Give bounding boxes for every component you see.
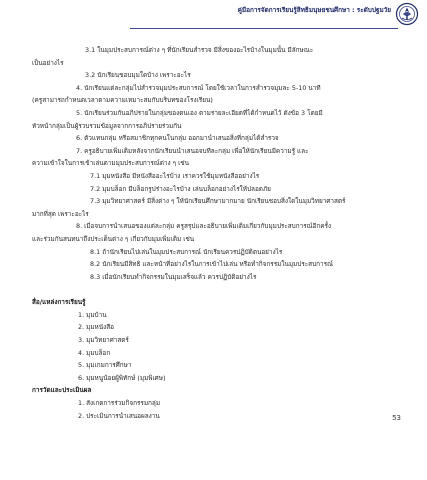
- organization-logo-icon: [395, 2, 419, 26]
- body-line: 7. ครูอธิบายเพิ่มเติมหลังจากนักเรียนนำเสนอจบทีละกลุ่ม เพื่อให้นักเรียนมีความรู้ และ: [76, 146, 309, 155]
- body-line: 7.2 มุมบล็อก มีบล็อกรูปร่างอะไรบ้าง เล่นบล็อกอย่างไรให้ปลอดภัย: [90, 184, 271, 193]
- header-title: คู่มือการจัดการเรียนรู้สิทธิมนุษยชนศึกษา : ระดับปฐมวัย: [237, 6, 391, 14]
- media-section-heading: สื่อ/แหล่งการเรียนรู้: [32, 298, 86, 307]
- body-line: 7.1 มุมหนังสือ มีหนังสืออะไรบ้าง เราควรใช้มุมหนังสืออย่างไร: [90, 171, 260, 180]
- list-item: 4. มุมบล็อก: [78, 348, 111, 357]
- header-rule: [130, 28, 398, 29]
- list-item: 2. ประเมินการนำเสนอผลงาน: [78, 411, 160, 420]
- page-header: [0, 0, 427, 36]
- body-line: (ครูสามารถกำหนดเวลาตามความเหมาะสมกับบริบทของโรงเรียน): [32, 96, 213, 105]
- list-item: 1. มุมบ้าน: [78, 310, 107, 319]
- body-line: 8.2 นักเรียนมีสิทธิ และหน้าที่อย่างไรในการเข้าไปเล่น หรือทำกิจกรรมในมุมประสบการณ์: [90, 260, 333, 269]
- body-line: หัวหน้ากลุ่มเป็นผู้รวบรวมข้อมูลจากการอภิปรายร่วมกัน: [32, 121, 182, 130]
- list-item: 1. สังเกตการร่วมกิจกรรมกลุ่ม: [78, 399, 161, 408]
- list-item: 6. มุมหนูน้อยผู้พิทักษ์ (มุมพิเศษ): [78, 373, 166, 382]
- body-line: 7.3 มุมวิทยาศาสตร์ มีสิ่งต่าง ๆ ให้นักเรียนศึกษามากมาย นักเรียนชอบสิ่งใดในมุมวิทยาศาสตร์: [90, 197, 346, 206]
- body-line: 8.3 เมื่อนักเรียนทำกิจกรรมในมุมเสร็จแล้ว ควรปฏิบัติอย่างไร: [90, 272, 257, 281]
- body-line: 6. ตัวแทนกลุ่ม หรือสมาชิกทุกคนในกลุ่ม ออกมานำเสนอสิ่งที่กลุ่มได้สำรวจ: [76, 134, 279, 143]
- body-line: 4. นักเรียนแต่ละกลุ่มไปสำรวจมุมประสบการณ์ โดยใช้เวลาในการสำรวจมุมละ 5-10 นาที: [76, 83, 321, 92]
- body-line: ความเข้าใจในการเข้าเล่นตามมุมประสบการณ์ต่าง ๆ เช่น: [32, 159, 189, 168]
- body-line: และร่วมกันสนทนาถึงประเด็นต่าง ๆ เกี่ยวกับมุมเพิ่มเติม เช่น: [32, 234, 195, 243]
- body-line: 8.1 ถ้านักเรียนไปเล่นในมุมประสบการณ์ นักเรียนควรปฏิบัติตนอย่างไร: [90, 247, 283, 256]
- body-line: เป็นอย่างไร: [32, 58, 64, 67]
- body-line: 3.1 ในมุมประสบการณ์ต่าง ๆ ที่นักเรียนสำรวจ มีสิ่งของอะไรบ้างในมุมนั้น มีลักษณะ: [85, 46, 314, 54]
- list-item: 2. มุมหนังสือ: [78, 323, 114, 332]
- list-item: 5. มุมเกมการศึกษา: [78, 361, 132, 370]
- body-line: 8. เมื่อจบการนำเสนอของแต่ละกลุ่ม ครูสรุปและอธิบายเพิ่มเติมเกี่ยวกับมุมประสบการณ์อีกครั้ง: [76, 222, 332, 231]
- page-body: [32, 44, 404, 422]
- body-line: 3.2 นักเรียนชอบมุมใดบ้าง เพราะอะไร: [85, 71, 191, 80]
- body-line: มากที่สุด เพราะอะไร: [32, 209, 89, 218]
- page-number: 53: [392, 414, 401, 422]
- list-item: 3. มุมวิทยาศาสตร์: [78, 336, 129, 345]
- evaluation-section-heading: การวัดและประเมินผล: [32, 386, 92, 395]
- body-line: 5. นักเรียนร่วมกันอภิปรายในกลุ่มของตนเอง ตามรายละเอียดที่ได้กำหนดไว้ ดังข้อ 3 โดยมี: [76, 108, 323, 117]
